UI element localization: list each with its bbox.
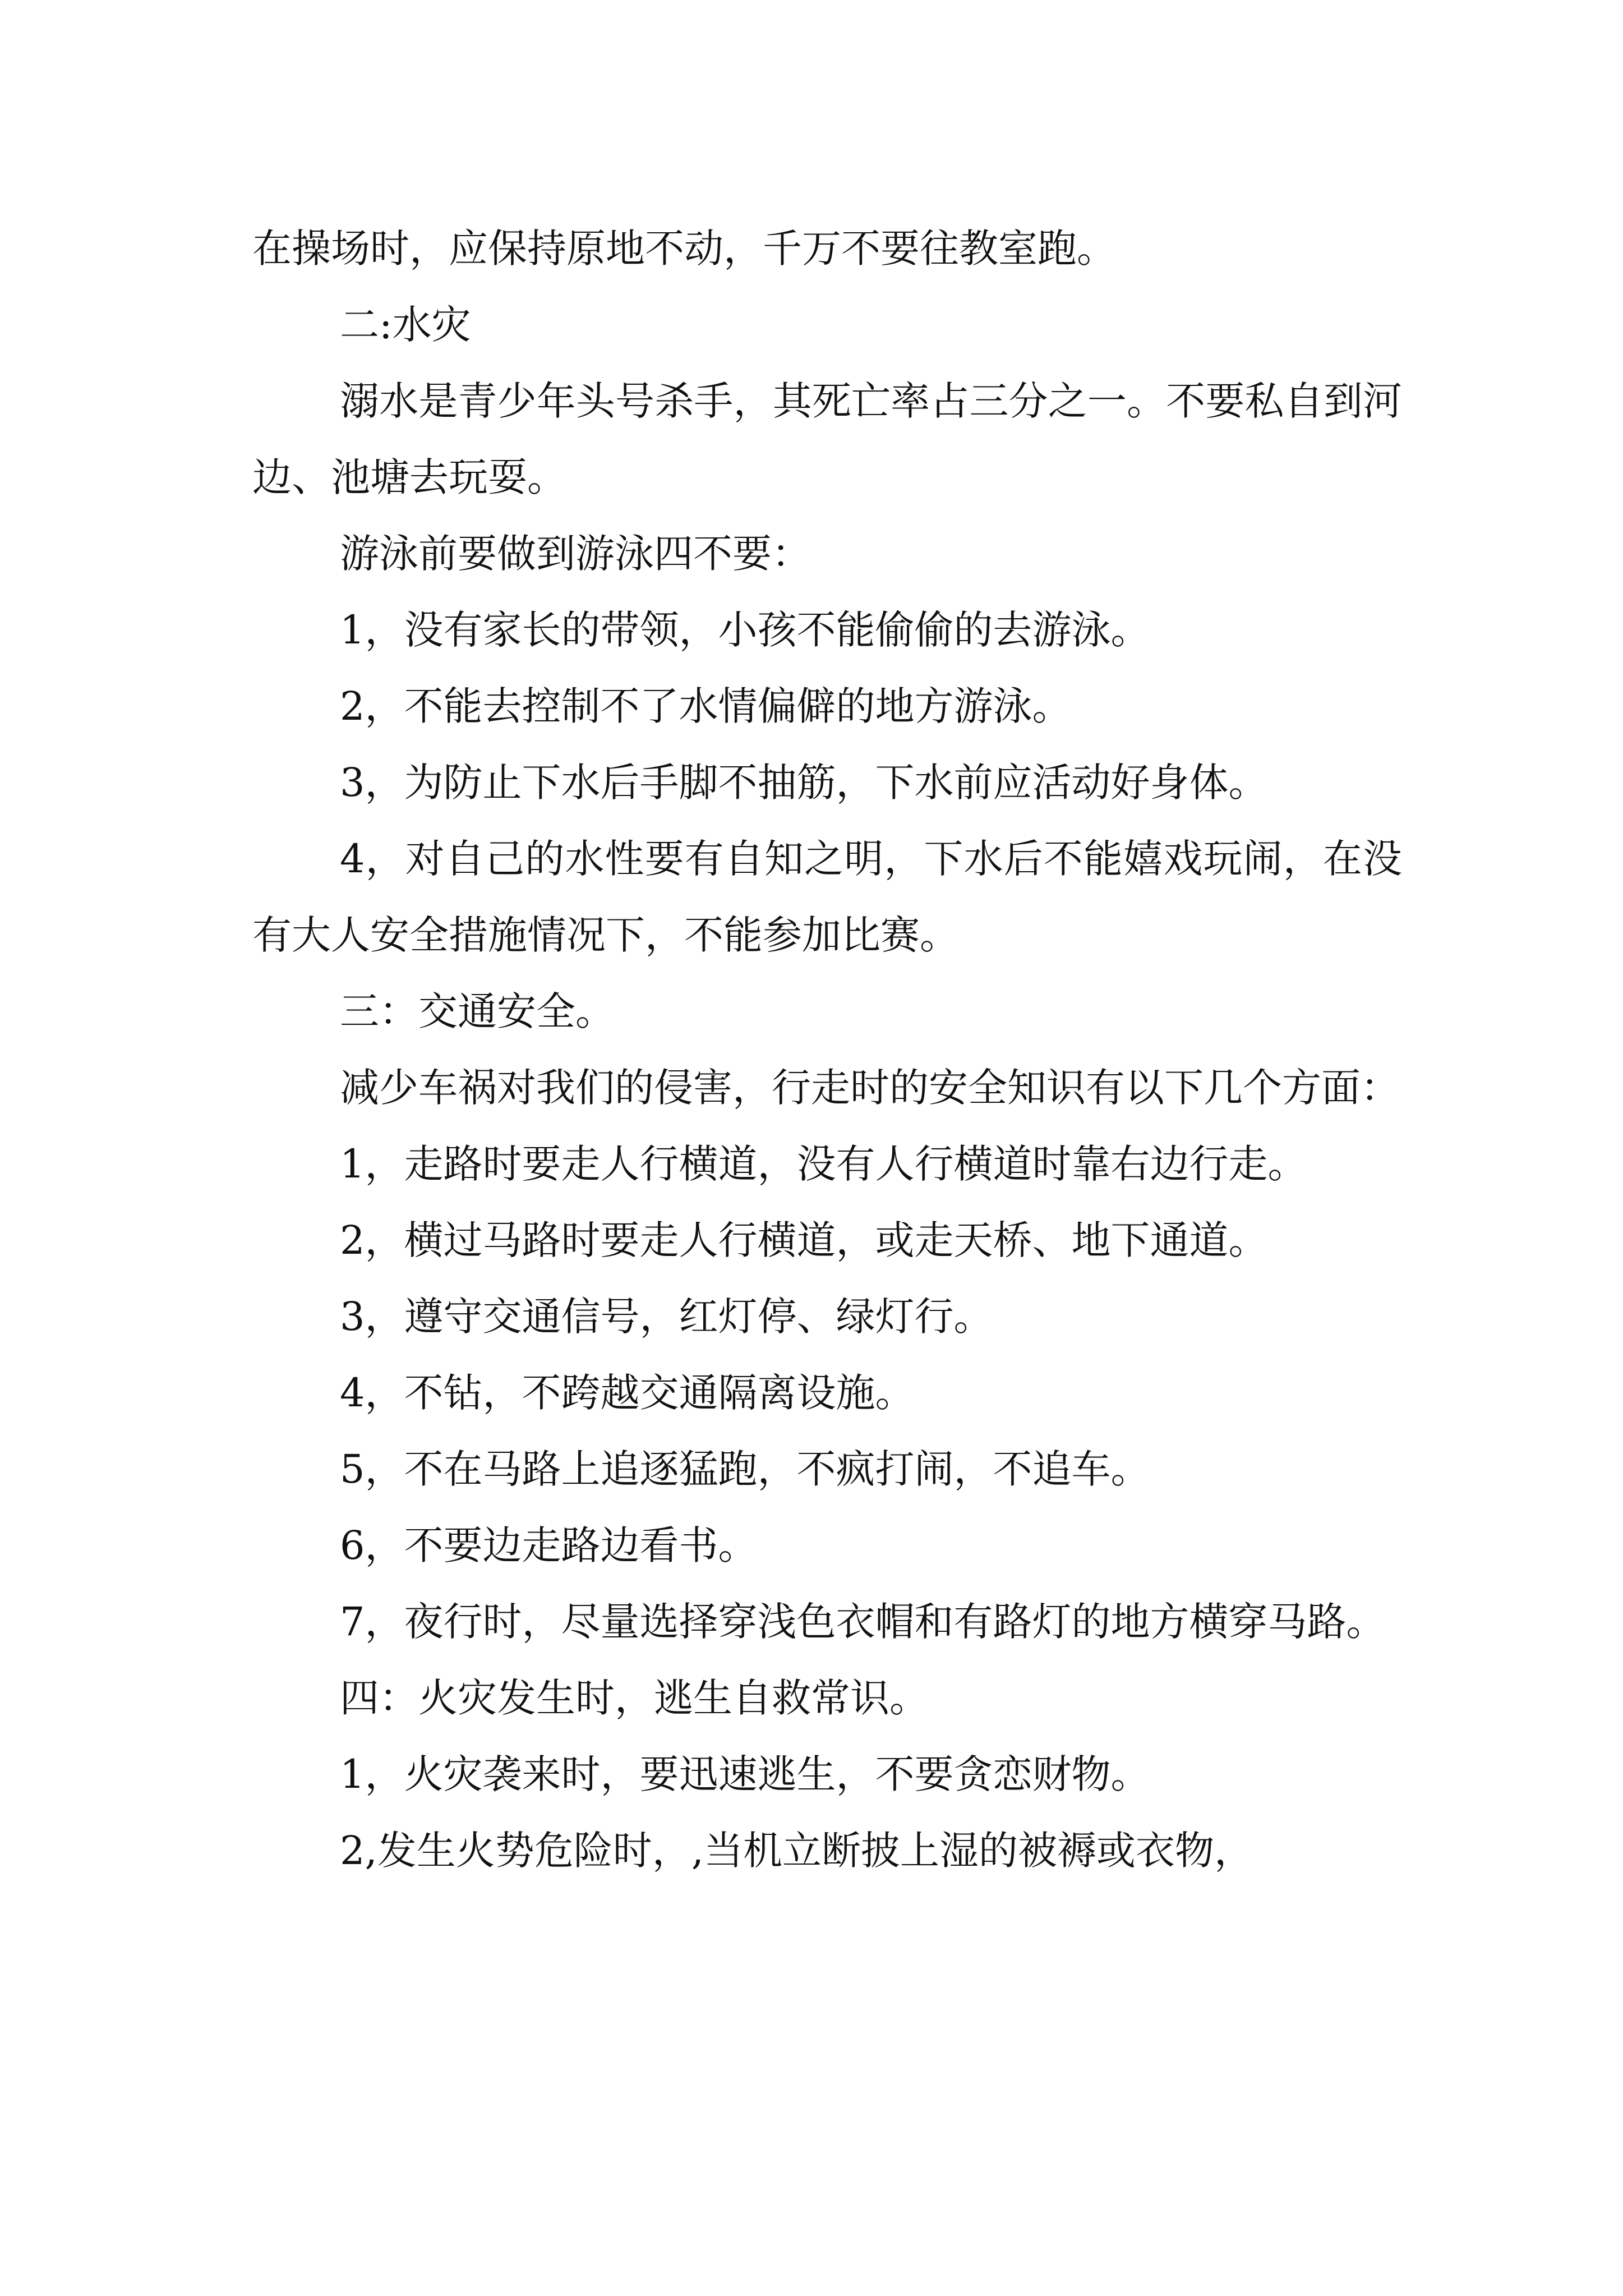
list-item-swim-4: 4，对自己的水性要有自知之明，下水后不能嬉戏玩闹，在没有大人安全措施情况下，不能参加比赛。 <box>252 836 1402 958</box>
list-item-swim-3: 3，为防止下水后手脚不抽筋，下水前应活动好身体。 <box>340 760 1268 806</box>
section-heading-fire: 四：火灾发生时，逃生自救常识。 <box>340 1675 929 1721</box>
list-item-traffic-7: 7，夜行时，尽量选择穿浅色衣帽和有路灯的地方横穿马路。 <box>340 1599 1386 1645</box>
section-heading-traffic: 三：交通安全。 <box>340 988 615 1034</box>
list-item-traffic-3: 3，遵守交通信号，红灯停、绿灯行。 <box>340 1294 993 1340</box>
list-item-fire-2: 2,发生火势危险时，,当机立断披上湿的被褥或衣物， <box>340 1828 1254 1874</box>
paragraph-drowning: 溺水是青少年头号杀手，其死亡率占三分之一。不要私自到河边、池塘去玩耍。 <box>252 378 1402 500</box>
list-item-fire-1: 1，火灾袭来时，要迅速逃生，不要贪恋财物。 <box>340 1751 1150 1797</box>
paragraph-swim-rules-intro: 游泳前要做到游泳四不要： <box>340 531 811 577</box>
paragraph-traffic-intro: 减少车祸对我们的侵害，行走时的安全知识有以下几个方面： <box>340 1065 1400 1111</box>
list-item-traffic-5: 5，不在马路上追逐猛跑，不疯打闹，不追车。 <box>340 1446 1150 1492</box>
list-item-swim-2: 2，不能去控制不了水情偏僻的地方游泳。 <box>340 683 1072 729</box>
paragraph-continuation: 在操场时，应保持原地不动，千万不要往教室跑。 <box>252 226 1116 272</box>
document-body <box>252 210 1402 1889</box>
section-heading-flood: 二:水灾 <box>340 302 471 348</box>
list-item-traffic-4: 4，不钻，不跨越交通隔离设施。 <box>340 1370 915 1416</box>
list-item-traffic-6: 6，不要边走路边看书。 <box>340 1522 758 1568</box>
list-item-traffic-2: 2，横过马路时要走人行横道，或走天桥、地下通道。 <box>340 1217 1268 1263</box>
list-item-swim-1: 1，没有家长的带领，小孩不能偷偷的去游泳。 <box>340 607 1150 653</box>
list-item-traffic-1: 1，走路时要走人行横道，没有人行横道时靠右边行走。 <box>340 1141 1307 1187</box>
